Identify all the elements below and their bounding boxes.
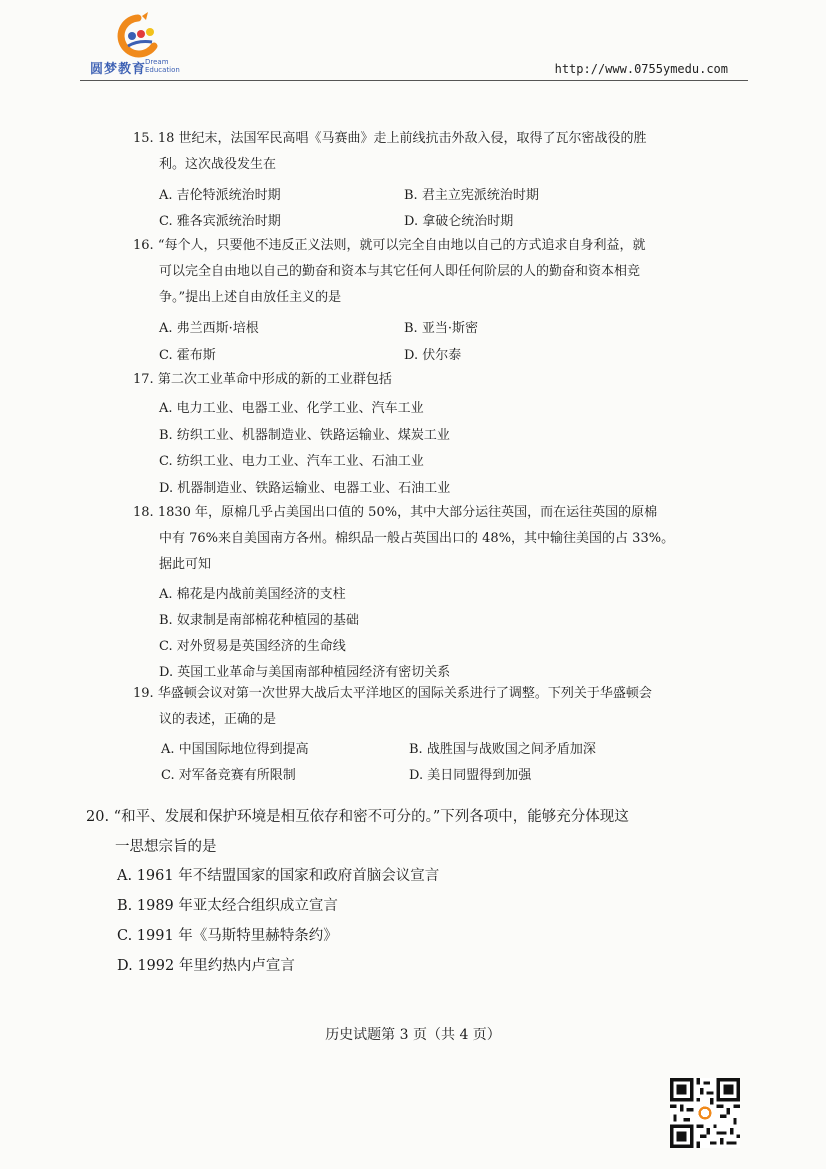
question-stem: [133, 126, 693, 178]
question-19: [133, 681, 693, 733]
logo-en-line-1: Dream: [145, 58, 169, 66]
stem-line: 议的表述，正确的是: [159, 712, 277, 727]
stem-line: 中有 76%来自美国南方各州。棉织品一般占英国出口的 48%，其中输往美国的占 33%。: [159, 531, 675, 546]
option-a[interactable]: A. 电力工业、电器工业、化学工业、汽车工业: [159, 401, 424, 416]
option-d[interactable]: D. 机器制造业、铁路运输业、电器工业、石油工业: [159, 481, 451, 496]
question-18: [133, 500, 713, 578]
question-stem: [86, 802, 706, 862]
option-d[interactable]: D. 伏尔泰: [404, 348, 462, 363]
stem-line: 1830 年，原棉几乎占美国出口值的 50%，其中大部分运往英国，而在运往英国的原棉: [157, 505, 658, 520]
question-16: [133, 233, 693, 311]
qr-code-icon: [670, 1078, 740, 1148]
header-divider: [80, 80, 748, 81]
page-header: [0, 0, 826, 82]
question-number: 19.: [133, 686, 154, 701]
option-a[interactable]: A. 中国国际地位得到提高: [161, 742, 309, 757]
question-number: 16.: [133, 238, 154, 253]
option-a[interactable]: A. 棉花是内战前美国经济的支柱: [159, 587, 346, 602]
stem-line: 利。这次战役发生在: [159, 157, 277, 172]
stem-line: 华盛顿会议对第一次世界大战后太平洋地区的国际关系进行了调整。下列关于华盛顿会: [157, 686, 652, 701]
question-number: 18.: [133, 505, 154, 520]
question-15: [133, 126, 693, 178]
option-d[interactable]: D. 美日同盟得到加强: [409, 768, 532, 783]
page-footer: 历史试题第 3 页（共 4 页）: [325, 1027, 501, 1043]
option-a[interactable]: A. 弗兰西斯·培根: [159, 321, 259, 336]
option-a[interactable]: A. 吉伦特派统治时期: [159, 188, 281, 203]
option-b[interactable]: B. 奴隶制是南部棉花种植园的基础: [159, 613, 359, 628]
option-c[interactable]: C. 对外贸易是英国经济的生命线: [159, 639, 346, 654]
logo-en-line-2: Education: [145, 66, 180, 74]
option-c[interactable]: C. 对军备竞赛有所限制: [161, 768, 296, 783]
option-b[interactable]: B. 战胜国与战败国之间矛盾加深: [409, 742, 596, 757]
dream-education-logo: [88, 12, 198, 78]
option-b[interactable]: B. 1989 年亚太经合组织成立宣言: [117, 898, 338, 914]
stem-line: 据此可知: [159, 557, 212, 572]
logo-english-text: [145, 58, 180, 74]
stem-line: “每个人，只要他不违反正义法则，就可以完全自由地以自己的方式追求自身利益，就: [157, 238, 646, 253]
option-b[interactable]: B. 纺织工业、机器制造业、铁路运输业、煤炭工业: [159, 428, 450, 443]
stem-line: 18 世纪末，法国军民高唱《马赛曲》走上前线抗击外敌入侵，取得了瓦尔密战役的胜: [157, 131, 647, 146]
question-stem: [133, 233, 693, 311]
site-url: http://www.0755ymedu.com: [554, 62, 728, 76]
dream-education-logo-icon: [108, 12, 168, 58]
option-b[interactable]: B. 亚当·斯密: [404, 321, 478, 336]
option-d[interactable]: D. 拿破仑统治时期: [404, 214, 514, 229]
option-c[interactable]: C. 雅各宾派统治时期: [159, 214, 281, 229]
option-c[interactable]: C. 纺织工业、电力工业、汽车工业、石油工业: [159, 454, 424, 469]
question-stem: [133, 681, 693, 733]
logo-chinese-text: 圆梦教育: [90, 62, 147, 77]
option-c[interactable]: C. 霍布斯: [159, 348, 216, 363]
question-stem: [133, 500, 713, 578]
option-a[interactable]: A. 1961 年不结盟国家的国家和政府首脑会议宣言: [117, 868, 440, 884]
option-d[interactable]: D. 英国工业革命与美国南部种植园经济有密切关系: [159, 665, 451, 680]
question-number: 20.: [86, 809, 110, 825]
question-number: 17.: [133, 372, 154, 387]
option-c[interactable]: C. 1991 年《马斯特里赫特条约》: [117, 928, 338, 944]
stem-line: 争。”提出上述自由放任主义的是: [159, 290, 342, 305]
stem-line: 第二次工业革命中形成的新的工业群包括: [157, 372, 392, 387]
question-stem: [133, 367, 693, 393]
option-b[interactable]: B. 君主立宪派统治时期: [404, 188, 539, 203]
stem-line: “和平、发展和保护环境是相互依存和密不可分的。”下列各项中，能够充分体现这: [113, 809, 629, 825]
question-number: 15.: [133, 131, 154, 146]
question-17: [133, 367, 693, 393]
option-d[interactable]: D. 1992 年里约热内卢宣言: [117, 958, 295, 974]
question-20: [86, 802, 706, 862]
stem-line: 一思想宗旨的是: [115, 839, 217, 855]
stem-line: 可以完全自由地以自己的勤奋和资本与其它任何人即任何阶层的人的勤奋和资本相竞: [159, 264, 641, 279]
